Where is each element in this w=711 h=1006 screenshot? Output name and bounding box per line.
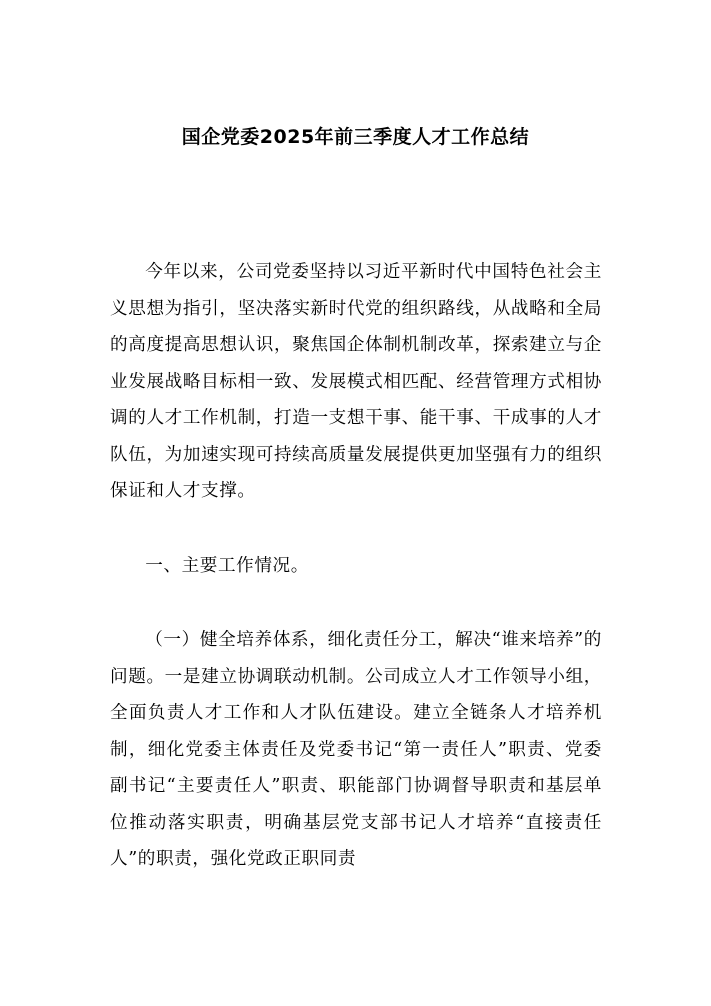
intro-paragraph: 今年以来，公司党委坚持以习近平新时代中国特色社会主义思想为指引，坚决落实新时代党的组织路线，从战略和全局的高度提高思想认识，聚焦国企体制机制改革，探索建立与企业发展战略目标相一致、发展模式相匹配、经营管理方式相协调的人才工作机制，打造一支想干事、能干事、干成事的人才队伍，为加速实现可持续高质量发展提供更加坚强有力的组织保证和人才支撑。 <box>110 262 602 501</box>
section-heading: 一、主要工作情况。 <box>145 556 309 576</box>
body-paragraph: （一）健全培养体系，细化责任分工，解决“谁来培养”的问题。一是建立协调联动机制。公司成立人才工作领导小组，全面负责人才工作和人才队伍建设。建立全链条人才培养机制，细化党委主体责任及党委书记“第一责任人”职责、党委副书记“主要责任人”职责、职能部门协调督导职责和基层单位推动落实职责，明确基层党支部书记人才培养“直接责任人”的职责，强化党政正职同责 <box>110 630 602 869</box>
document-title: 国企党委2025年前三季度人才工作总结 <box>181 126 530 148</box>
